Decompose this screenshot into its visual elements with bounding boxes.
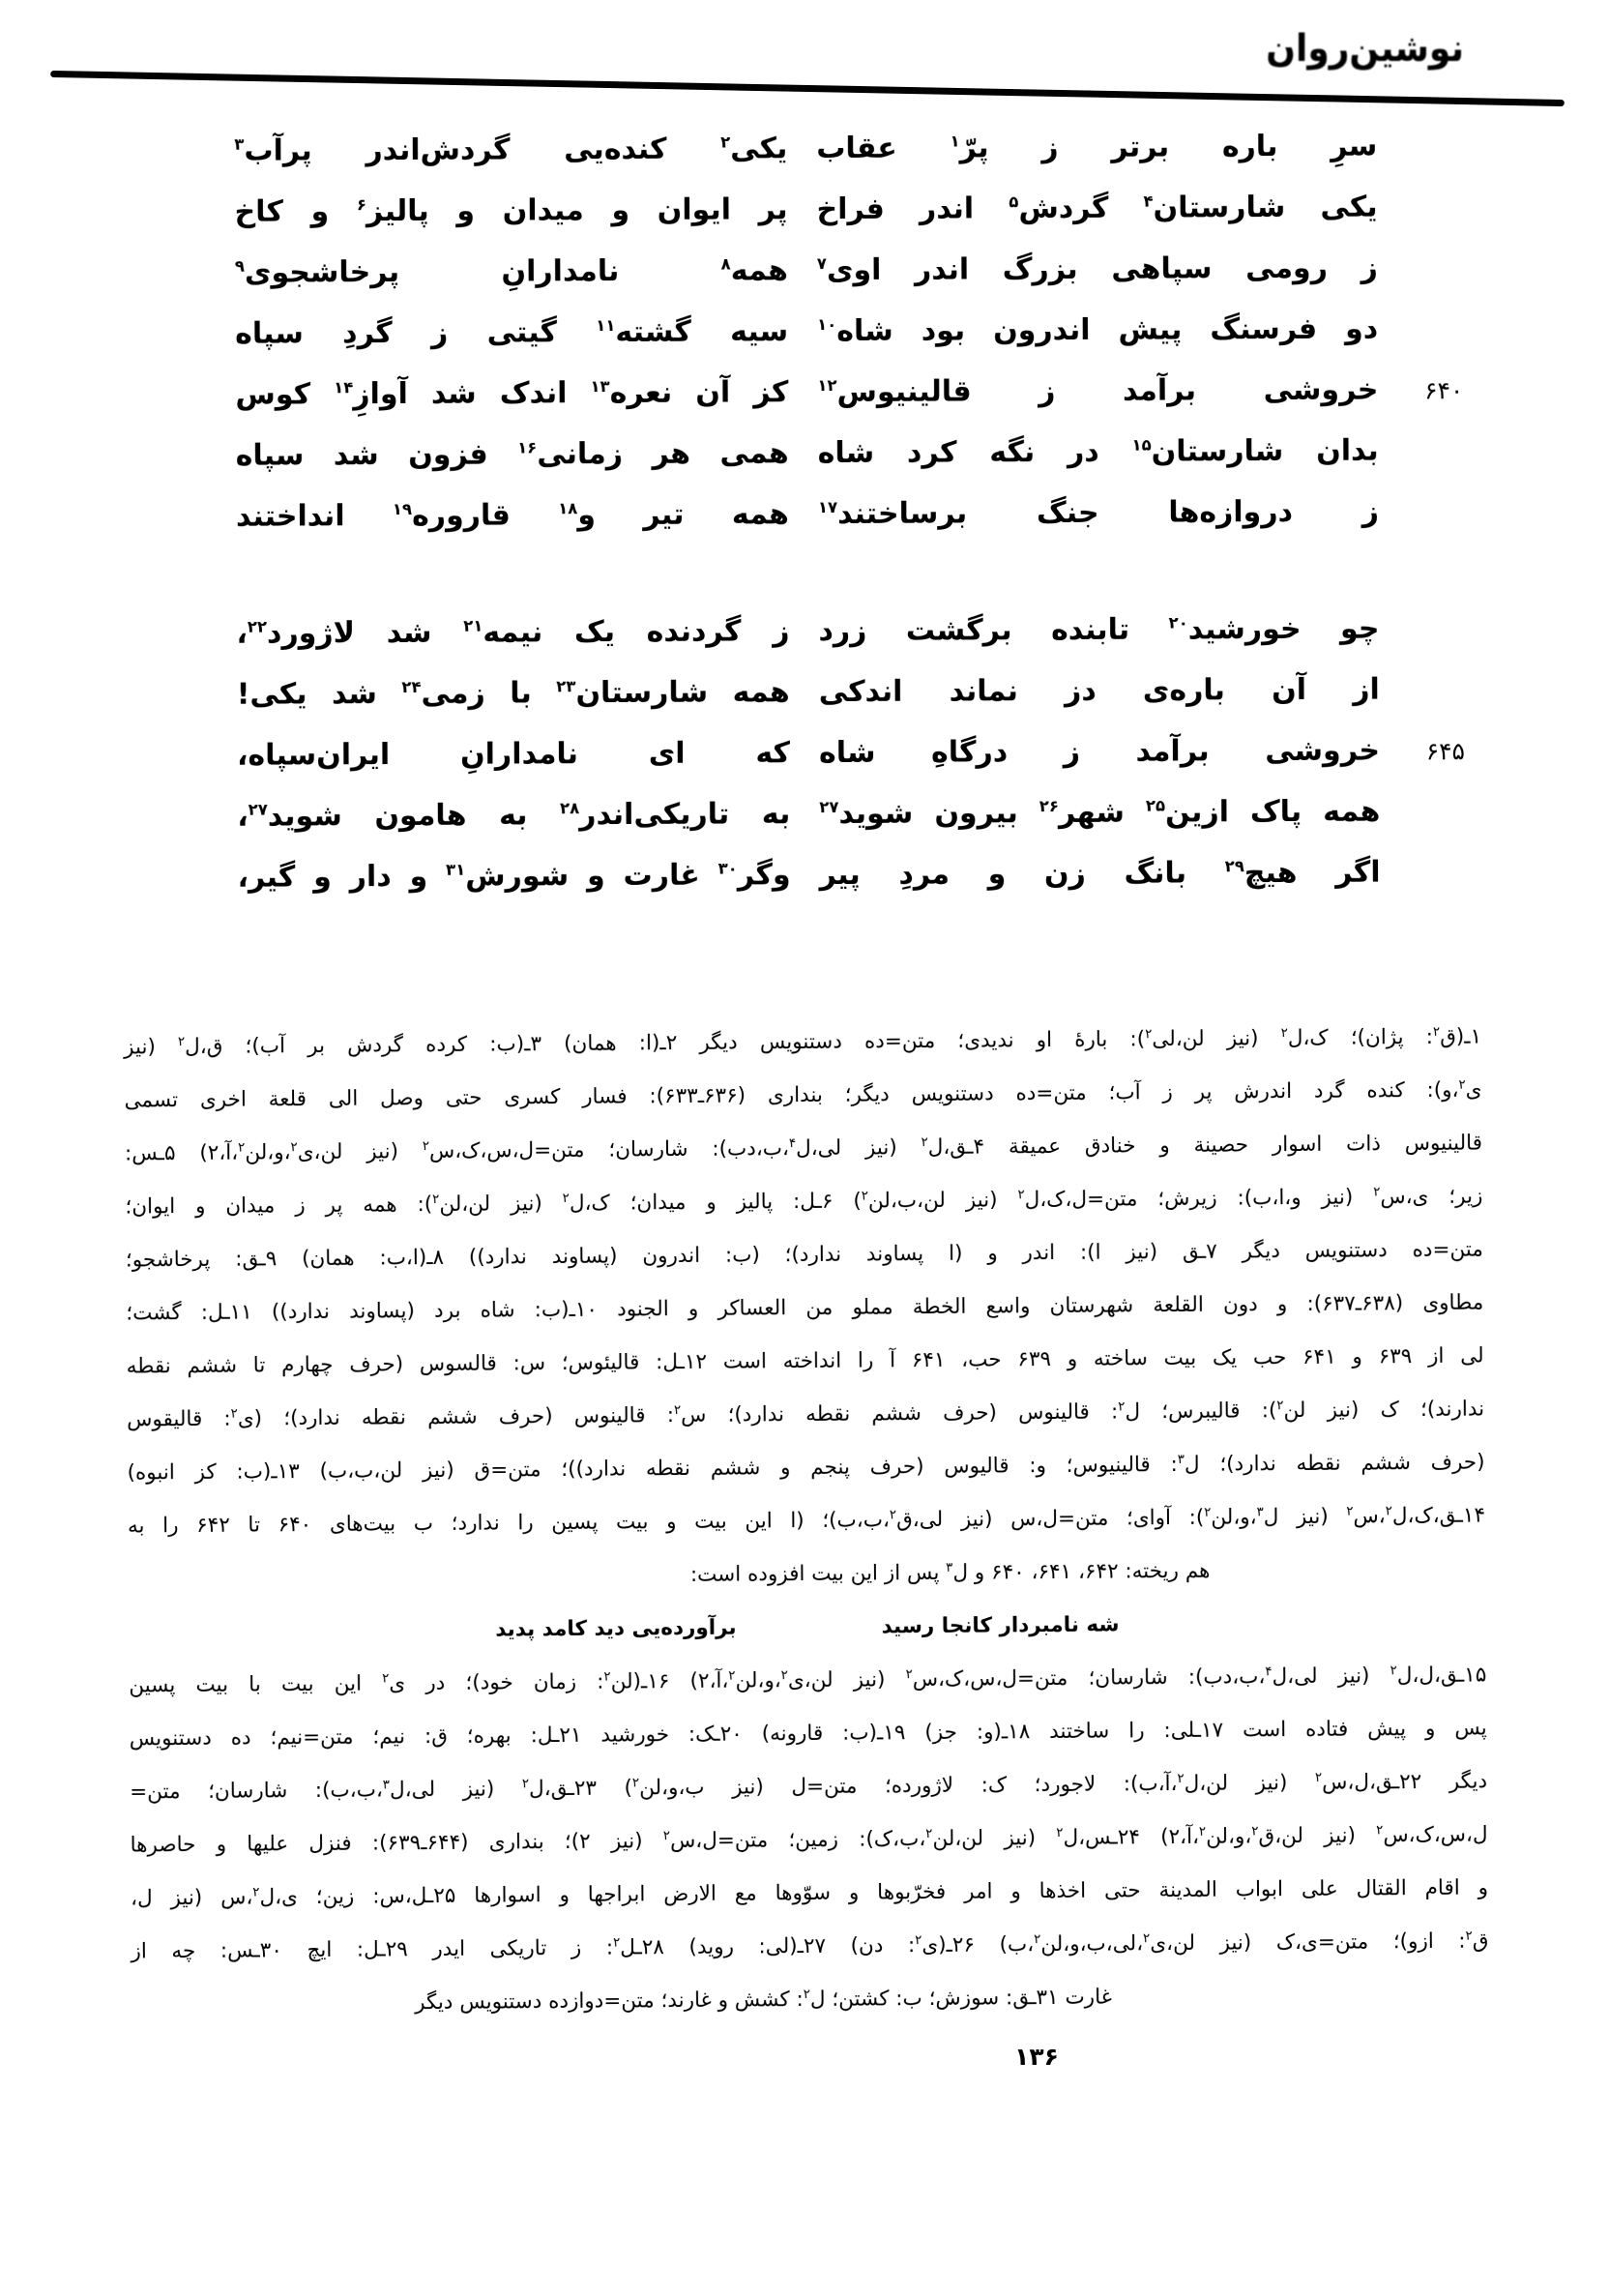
- hemistich-right: دو فرسنگ پیش اندرون بود شاه$^{۱۰}$: [817, 311, 1379, 349]
- apparatus-line: هم ریخته: ۶۴۲، ۶۴۱، ۶۴۰ و ل$^۳$ پس از این بیت افزوده است:: [689, 1558, 1211, 1587]
- apparatus-line: ۱ـ(ق$^۲$: پژان)؛ ک،ل$^۲$ (نیز لن،لی$^۲$): بارهٔ او ندیدی؛ متن=ده دستنویس دیگر ۲ـ(ا: همان) ۳ـ(ب: کرده گردش بر آب)؛ ق،ل$^۲$ (نیز: [124, 1024, 1482, 1060]
- verse-row: [216, 250, 1463, 317]
- hemistich-right: اگر هیچ$^{۲۹}$ بانگ زن و مردِ پیر: [819, 855, 1381, 893]
- hemistich-right: سرِ باره برتر ز پرّ$^۱$ عقاب: [816, 129, 1378, 166]
- apparatus-line: متن=ده دستنویس دیگر ۷ـق (نیز ا): اندر و (ا پساوند ندارد)؛ (ب: اندرون (پساوند ندارد)) ۸ـ(ا،ب: همان) ۹ـق: پرخاشجو؛: [125, 1237, 1483, 1273]
- hemistich-left: ز گردنده یک نیمه$^{۲۱}$ شد لاژورد$^{۲۲}$،: [236, 614, 790, 651]
- hemistich-left: که ای نامدارانِ ایران‌سپاه،: [236, 736, 791, 773]
- apparatus-line: ندارند)؛ ک (نیز لن$^۲$): قالیبرس؛ ل$^۲$: قالینوس (حرف ششم نقطه ندارد)؛ س$^۲$: قالینوس (حرف ششم نقطه ندارد)؛ (ی$^۲$: قالیقوس: [127, 1397, 1485, 1432]
- apparatus-line: مطاوی (۶۳۸ـ۶۳۷): و دون القلعة شهرستان واسع الخطة مملو من العساکر و الجنود ۱۰ـ(ب: شاه برد (پساوند ندارد)) ۱۱ـل: گشت؛: [126, 1290, 1484, 1326]
- hemistich-left: همی هر زمانی$^{۱۶}$ فزون شد سپاه: [235, 436, 789, 473]
- verse-margin-number: ۶۴۰: [1424, 376, 1464, 405]
- hemistich-left: همه تیر و$^{۱۸}$ قاروره$^{۱۹}$ انداختند: [235, 497, 790, 534]
- header-rule: [50, 71, 1565, 106]
- hemistich-right: چو خورشید$^{۲۰}$ تابنده برگشت زرد: [818, 611, 1380, 649]
- hemistich-left: پر ایوان و میدان و پالیز$^۶$ و کاخ: [234, 192, 788, 229]
- hemistich-right: همه پاک ازین$^{۲۵}$ شهر$^{۲۶}$ بیرون شوید$^{۲۷}$: [819, 794, 1381, 832]
- hemistich-right: از آن باره‌ی دز نماند اندکی: [818, 672, 1380, 710]
- poem: [215, 129, 1466, 922]
- inset-hemistich-right: شه نامبردار کانجا رسید: [881, 1612, 1120, 1639]
- apparatus-line: ق$^۲$: ازو)؛ متن=ی،ک (نیز لن،ی$^۲$،لی،ب،و،لن$^۲$،ب) ۲۶ـ(ی$^۲$: دن) ۲۷ـ(لی: روید) ۲۸ـل$^۲$: ز تاریکی ایدر ۲۹ـل: ایچ ۳۰ـس: چه از: [131, 1928, 1489, 1964]
- verse-row: [216, 190, 1463, 256]
- hemistich-right: یکی شارستان$^۴$ گردش$^۵$ اندر فراخ: [816, 190, 1378, 227]
- inset-hemistich-left: برآورده‌یی دید کامد پدید: [495, 1615, 737, 1642]
- verse-row: [218, 672, 1465, 739]
- apparatus-line: قالینیوس ذات اسوار حصینة و خنادق عمیقة ۴ـق،ل$^۲$ (نیز لی،ل$^۴$،ب،دب): شارسان؛ متن=ل،س،ک،س$^۲$ (نیز لن،ی$^۲$،و،لن$^۲$،آ،۲) ۵ـس:: [124, 1131, 1483, 1166]
- verse-row: [217, 433, 1464, 500]
- hemistich-right: ز دروازه‌ها جنگ برساختند$^{۱۷}$: [817, 494, 1380, 532]
- verse-row: [217, 611, 1464, 678]
- page-number: ۱۳۶: [1014, 2043, 1059, 2071]
- hemistich-left: وگر$^{۳۰}$ غارت و شورش$^{۳۱}$ و دار و گیر،: [237, 858, 791, 895]
- apparatus-line: زیر؛ ی،س$^۲$ (نیز و،ا،ب): زیرش؛ متن=ل،ک،ل$^۲$ (نیز لن،ب،لن$^۲$) ۶ـل: پالیز و میدان؛ ک،ل$^۲$ (نیز لن،لن$^۲$): همه پر ز میدان و ایوان؛: [125, 1184, 1483, 1220]
- hemistich-right: خروشی برآمد ز درگاهِ شاه: [818, 733, 1381, 771]
- hemistich-left: کز آن نعره$^{۱۳}$ اندک شد آوازِ$^{۱۴}$ کوس: [235, 375, 789, 412]
- stanza-gap: [217, 555, 1464, 617]
- hemistich-right: ز رومی سپاهی بزرگ اندر اوی$^۷$: [816, 250, 1378, 288]
- verse-row: [216, 372, 1463, 439]
- verse-row: [218, 733, 1465, 800]
- apparatus-line: ل،س،ک،س$^۲$ (نیز لن،ق$^۲$،و،لن$^۲$،آ،۲) ۲۴ـس،ل$^۲$ (نیز لن،لن$^۲$،ب،ک): زمین؛ متن=ل،س$^۲$ (نیز ۲)؛ بنداری (۶۴۴ـ۶۳۹): فنزل علیها و حاصرها: [130, 1822, 1488, 1858]
- apparatus-line: لی از ۶۳۹ و ۶۴۱ حب یک بیت ساخته و ۶۳۹ حب، ۶۴۱ آ را انداخته است ۱۲ـل: قالیئوس؛ س: قالسوس (حرف چهارم تا ششم نقطه: [126, 1343, 1484, 1379]
- verse-row: [219, 855, 1466, 922]
- apparatus-line: پس و پیش فتاده است ۱۷ـلی: را ساختند ۱۸ـ(و: جز) ۱۹ـ(ب: قارونه) ۲۰ـک: خورشید ۲۱ـل: بهره؛ ق: نیم؛ متن=نیم؛ ده دستنویس: [129, 1716, 1487, 1751]
- page-header-title: نوشین‌روان: [1266, 27, 1464, 71]
- apparatus-line: و اقام القتال علی ابواب المدینة حتی اخذها و امر فخرّبوها و سوّوها مع الارض ابراجها و اسوارها ۲۵ـل،س: زین؛ ی،ل$^۲$،س (نیز ل،: [130, 1875, 1489, 1911]
- hemistich-left: به تاریکی‌اندر$^{۲۸}$ به هامون شوید$^{۲۷}$،: [237, 797, 791, 834]
- apparatus-line: (حرف ششم نقطه ندارد)؛ ل$^۳$: قالینیوس؛ و: قالیوس (حرف پنجم و ششم نقطه ندارد))؛ متن=ق (نیز لن،ب،ب) ۱۳ـ(ب: کز انبوه): [127, 1450, 1485, 1486]
- apparatus-line: غارت ۳۱ـق: سوزش؛ ب: کشتن؛ ل$^۲$: کشش و غارند؛ متن=دوازده دستنویس دیگر: [415, 1985, 1112, 2016]
- verse-row: [218, 794, 1465, 861]
- hemistich-left: سیه گشته$^{۱۱}$ گیتی ز گردِ سپاه: [235, 314, 789, 351]
- hemistich-right: بدان شارستان$^{۱۵}$ در نگه کرد شاه: [817, 433, 1379, 471]
- verse-row: [215, 129, 1462, 195]
- hemistich-left: یکی$^۲$ کنده‌یی گردش‌اندر پرآب$^۳$: [234, 132, 788, 168]
- verse-row: [217, 494, 1464, 561]
- apparatus-footnotes: [124, 1011, 1489, 2032]
- verse-row: [216, 311, 1463, 378]
- apparatus-line: ۱۴ـق،ک،ل$^۲$،س$^۲$ (نیز ل$^۳$،و،لن$^۲$): آوای؛ متن=ل،س (نیز لی،ق$^۲$،ب،ب)؛ (ا این بیت و بیت پسین را ندارد؛ ب بیت‌های ۶۴۰ تا ۶۴۲ را به: [127, 1503, 1486, 1539]
- hemistich-left: همه شارستان$^{۲۳}$ با زمی$^{۲۴}$ شد یکی!: [236, 675, 790, 712]
- hemistich-left: همه$^۸$ نامدارانِ پرخاشجوی$^۹$: [234, 253, 788, 290]
- apparatus-line: دیگر ۲۲ـق،ل،س$^۲$ (نیز لن،ل$^۲$،آ،ب): لاجورد؛ ک: لاژورده؛ متن=ل (نیز ب،و،لن$^۲$) ۲۳ـق،ل$^۲$ (نیز لی،ل$^۳$،ب،ب): شارسان؛ متن=: [130, 1769, 1488, 1805]
- apparatus-line: ۱۵ـق،ل،ل$^۲$ (نیز لی،ل$^۴$،ب،دب): شارسان؛ متن=ل،س،ک،س$^۲$ (نیز لن،ی$^۲$،و،لن$^۲$،آ،۲) ۱۶ـ(لن$^۲$: زمان خود)؛ در ی$^۲$ این بیت با بیت پسین: [129, 1663, 1487, 1698]
- hemistich-right: خروشی برآمد ز قالینیوس$^{۱۲}$: [817, 372, 1379, 410]
- apparatus-line: ی$^۲$،و): کنده گرد اندرش پر ز آب؛ متن=ده دستنویس دیگر؛ بنداری (۶۳۶ـ۶۳۳): فسار کسری حتی وصل الی قلعة اخری تسمی: [124, 1077, 1482, 1113]
- verse-margin-number: ۶۴۵: [1425, 737, 1466, 766]
